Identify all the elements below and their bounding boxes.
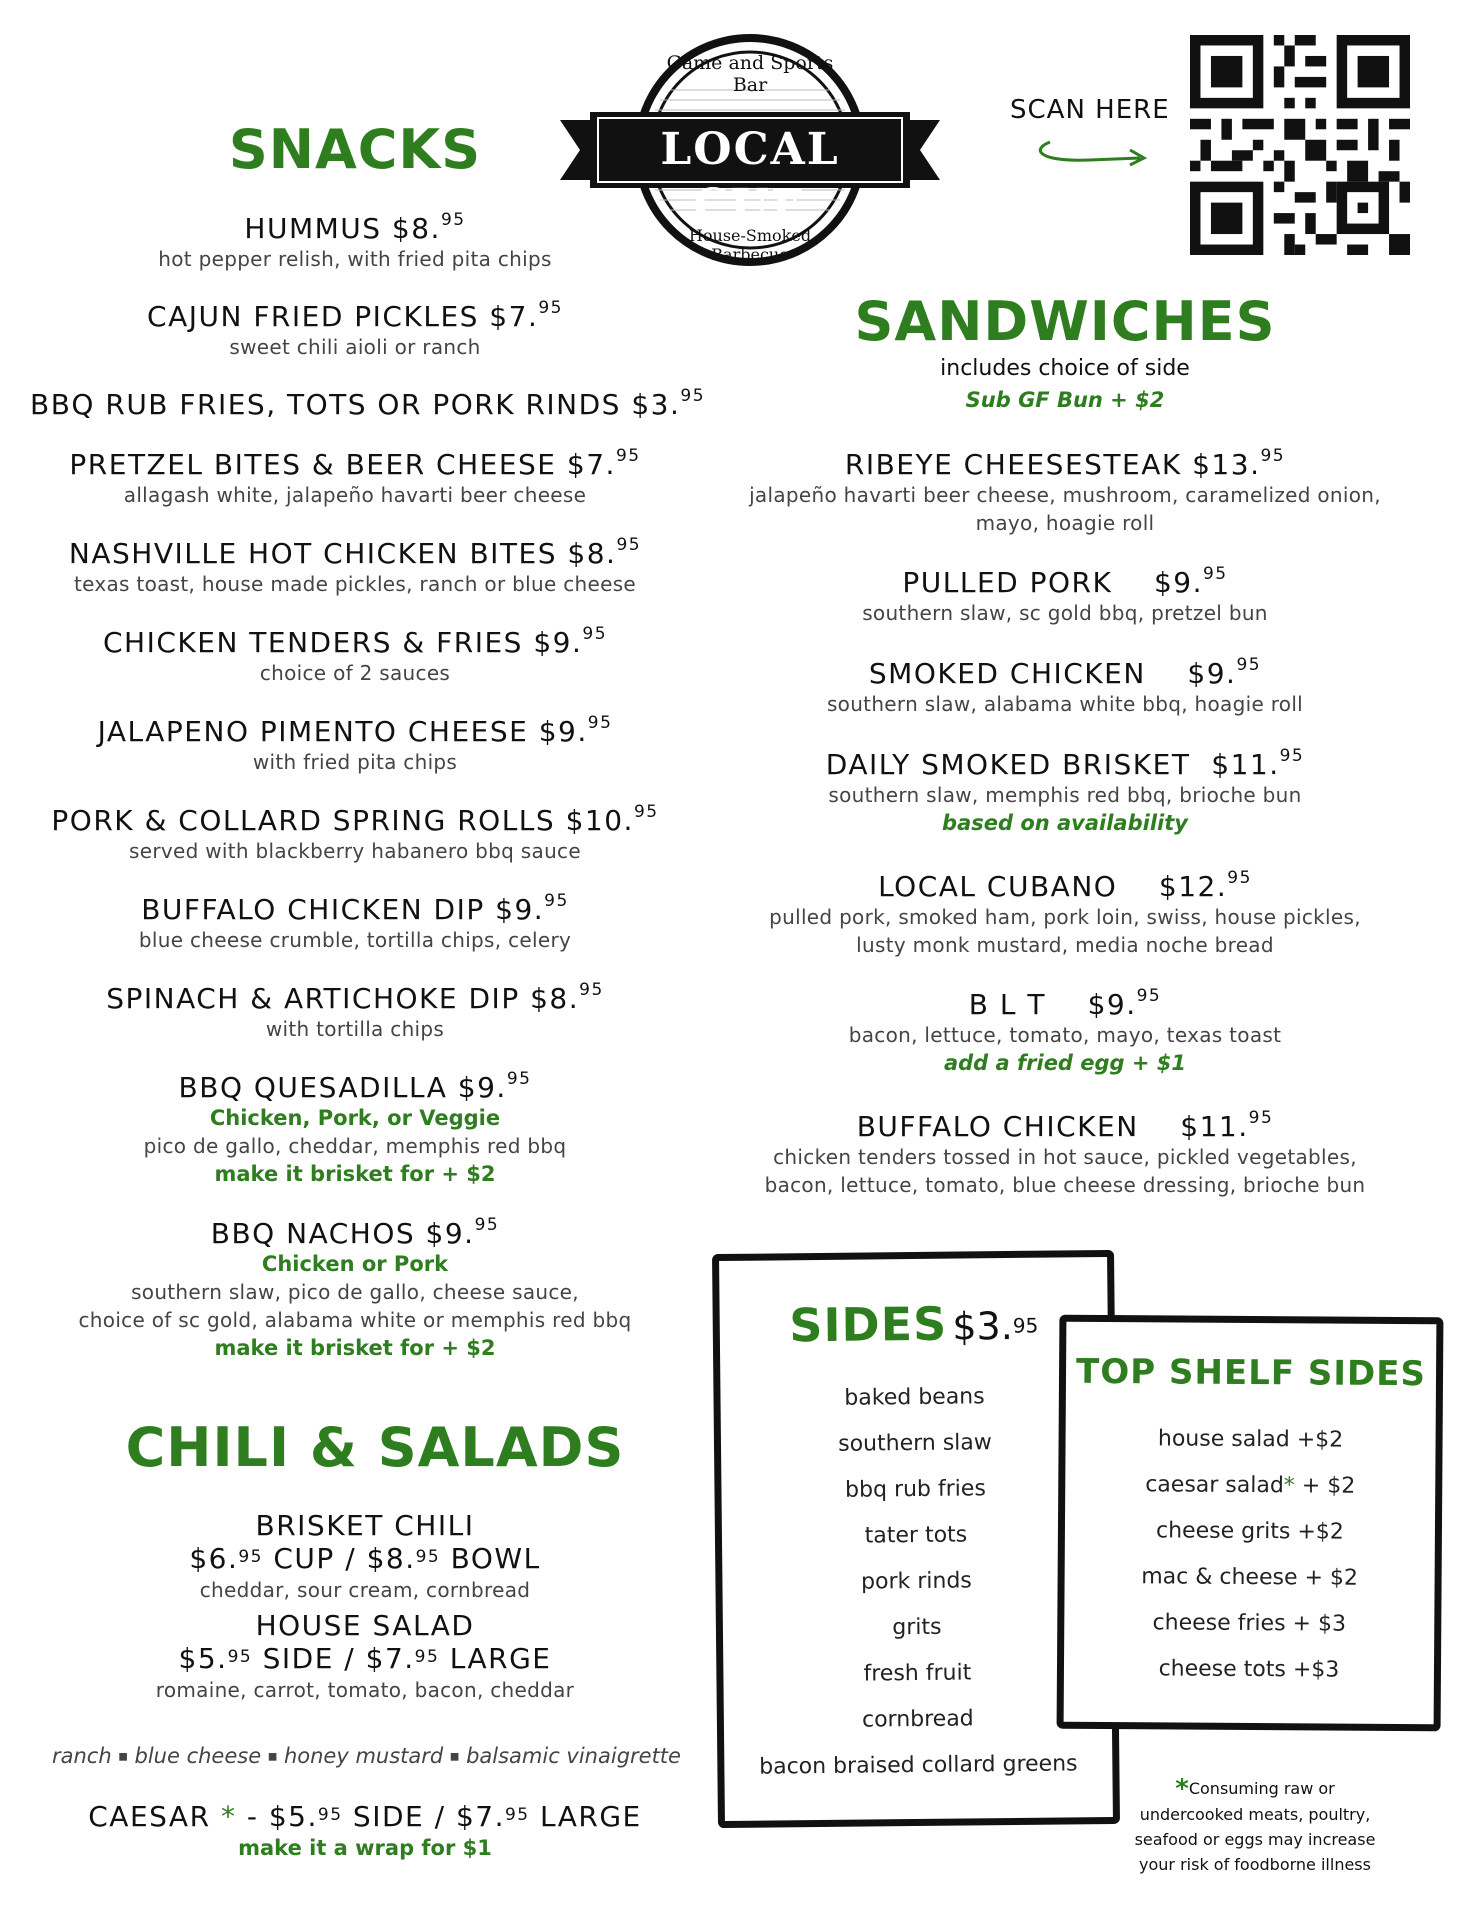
sandwich-cents: 95 [1248, 1108, 1274, 1128]
sandwich-name: LOCAL CUBANO $12. [878, 870, 1228, 903]
sandwich-cents: 95 [1136, 986, 1162, 1006]
snack-desc: blue cheese crumble, tortilla chips, celery [138, 928, 572, 952]
sandwich-note: based on availability [942, 811, 1188, 835]
sandwich-cents: 95 [1202, 564, 1228, 584]
snack-upgrade: make it brisket for + $2 [214, 1162, 496, 1186]
sandwich-item [720, 988, 1410, 1110]
sandwiches-title: SANDWICHES [854, 290, 1276, 353]
sandwich-cents: 95 [1260, 446, 1286, 466]
snack-name: HUMMUS $8. [244, 212, 441, 245]
snack-name: NASHVILLE HOT CHICKEN BITES $8. [68, 537, 617, 570]
chili-desc: cheddar, sour cream, cornbread [199, 1578, 531, 1602]
snacks-list [30, 210, 706, 1362]
top-shelf-item: house salad +$2 [1157, 1426, 1344, 1453]
side-item: grits [892, 1614, 942, 1641]
snack-desc: sweet chili aioli or ranch [229, 335, 481, 359]
logo-top-text: Game and Sports Bar [666, 52, 834, 96]
snack-cents: 95 [680, 386, 706, 406]
sandwich-name: BUFFALO CHICKEN $11. [856, 1110, 1249, 1143]
sandwich-note: add a fried egg + $1 [943, 1051, 1187, 1075]
snack-cents: 95 [616, 535, 642, 555]
snack-cents: 95 [544, 891, 569, 911]
snack-cents: 95 [506, 1069, 532, 1089]
side-item: bacon braised collard greens [759, 1751, 1078, 1780]
side-item: cornbread [861, 1706, 974, 1733]
snack-name: CAJUN FRIED PICKLES $7. [147, 300, 539, 333]
chili-salads-title: CHILI & SALADS [125, 1416, 625, 1479]
gf-bun-note: Sub GF Bun + $2 [965, 388, 1165, 412]
sandwich-desc: mayo, hoagie roll [975, 511, 1155, 535]
chili-name: BRISKET CHILI [255, 1509, 475, 1542]
chili-salads-list [40, 1510, 690, 1714]
snack-desc: hot pepper relish, with fried pita chips [158, 247, 552, 271]
snack-item [30, 300, 680, 388]
sandwich-item [720, 870, 1410, 988]
house-salad-name: HOUSE SALAD [255, 1609, 475, 1642]
top-shelf-title: TOP SHELF SIDES [1075, 1351, 1427, 1395]
top-shelf-item: cheese tots +$3 [1158, 1656, 1340, 1683]
sandwich-desc: lusty monk mustard, media noche bread [856, 933, 1274, 957]
snack-upgrade: make it brisket for + $2 [214, 1336, 496, 1360]
snack-name: JALAPENO PIMENTO CHEESE $9. [97, 715, 588, 748]
snack-item [30, 982, 680, 1071]
sandwich-desc: southern slaw, sc gold bbq, pretzel bun [862, 601, 1268, 625]
sides-price: $3. [952, 1303, 1014, 1349]
sandwich-desc: bacon, lettuce, tomato, blue cheese dressing, brioche bun [764, 1173, 1366, 1197]
sandwich-desc: chicken tenders tossed in hot sauce, pickled vegetables, [773, 1145, 1357, 1169]
sandwich-cents: 95 [1236, 655, 1262, 675]
snack-item [30, 448, 680, 537]
sandwich-name: B L T $9. [968, 988, 1137, 1021]
disclaimer: *Consuming raw or undercooked meats, poultry, seafood or eggs may increase your risk of foodborne illness [1134, 1774, 1376, 1874]
sides-list [720, 1373, 1112, 1791]
chili-item: BRISKET CHILI $6.95 CUP / $8.95 BOWL cheddar, sour cream, cornbread [40, 1510, 690, 1610]
dressing-list: ranch ■ blue cheese ■ honey mustard ■ balsamic vinaigrette [52, 1744, 681, 1768]
sandwich-desc: southern slaw, alabama white bbq, hoagie roll [826, 692, 1304, 716]
snack-item-nachos [30, 1217, 680, 1362]
sandwich-item [720, 657, 1410, 748]
top-shelf-box [1057, 1315, 1444, 1732]
disclaimer-star: * [1175, 1774, 1189, 1804]
snack-name: SPINACH & ARTICHOKE DIP $8. [106, 982, 580, 1015]
snack-desc: southern slaw, pico de gallo, cheese sauce, [131, 1280, 579, 1304]
caesar-item: CAESAR * - $5.95 SIDE / $7.95 LARGE make it a wrap for $1 [40, 1800, 690, 1862]
snack-option: Chicken or Pork [261, 1252, 449, 1276]
snack-cents: 95 [582, 624, 608, 644]
sides-header [719, 1295, 1108, 1353]
arrow-right-icon [1030, 130, 1160, 170]
house-salad-desc: romaine, carrot, tomato, bacon, cheddar [155, 1678, 575, 1702]
sides-title: SIDES [788, 1296, 948, 1353]
snacks-title: SNACKS [228, 118, 482, 181]
sandwich-name: RIBEYE CHEESESTEAK $13. [844, 448, 1261, 481]
sandwich-item [720, 448, 1410, 566]
side-item: pork rinds [860, 1568, 972, 1595]
side-item: baked beans [844, 1384, 985, 1411]
sandwich-name: PULLED PORK $9. [902, 566, 1203, 599]
sandwich-cents: 95 [1279, 746, 1305, 766]
side-item: southern slaw [838, 1430, 992, 1457]
sandwich-item [720, 566, 1410, 657]
logo-name: LOCAL CUE [660, 124, 840, 231]
snack-cents: 95 [587, 713, 613, 733]
sandwich-list [720, 448, 1410, 1199]
snack-cents: 95 [474, 1215, 500, 1235]
dressing-item: balsamic vinaigrette [466, 1744, 681, 1768]
sandwich-desc: bacon, lettuce, tomato, mayo, texas toast [848, 1023, 1282, 1047]
side-item: tater tots [864, 1522, 968, 1549]
snack-option: Chicken, Pork, or Veggie [209, 1106, 501, 1130]
logo-bottom-text: House-Smoked Barbecue [688, 226, 812, 264]
snack-item [30, 212, 680, 300]
snack-cents: 95 [633, 802, 659, 822]
snack-name: BBQ QUESADILLA $9. [178, 1071, 507, 1104]
snack-desc: with tortilla chips [265, 1017, 445, 1041]
snack-desc: allagash white, jalapeño havarti beer cheese [123, 483, 587, 507]
top-shelf-item: caesar salad* + $2 [1145, 1472, 1356, 1499]
snack-cents: 95 [579, 980, 604, 1000]
sandwiches-subtitle: includes choice of side [940, 356, 1190, 381]
top-shelf-item: cheese grits +$2 [1155, 1518, 1344, 1545]
side-item: fresh fruit [863, 1660, 972, 1687]
snack-desc: pico de gallo, cheddar, memphis red bbq [143, 1134, 567, 1158]
sandwich-desc: jalapeño havarti beer cheese, mushroom, caramelized onion, [749, 483, 1381, 507]
snack-cents: 95 [615, 446, 641, 466]
house-salad-item: HOUSE SALAD $5.95 SIDE / $7.95 LARGE romaine, carrot, tomato, bacon, cheddar [40, 1610, 690, 1714]
snack-desc: choice of sc gold, alabama white or memphis red bbq [78, 1308, 632, 1332]
snack-cents: 95 [538, 298, 563, 318]
sandwich-item [720, 1110, 1410, 1199]
sandwich-desc: southern slaw, memphis red bbq, brioche bun [828, 783, 1302, 807]
top-shelf-item: cheese fries + $3 [1152, 1610, 1347, 1637]
snack-name: BUFFALO CHICKEN DIP $9. [141, 893, 545, 926]
snack-item [30, 893, 680, 982]
qr-code[interactable] [1190, 35, 1410, 255]
sandwich-item [720, 748, 1410, 870]
top-shelf-list [1064, 1416, 1436, 1695]
snack-desc: choice of 2 sauces [259, 661, 451, 685]
snack-desc: with fried pita chips [252, 750, 458, 774]
dressing-item: ranch [52, 1744, 112, 1768]
snack-item [30, 626, 680, 715]
scan-label: SCAN HERE [1010, 95, 1170, 125]
snack-item [30, 537, 680, 626]
snack-name: BBQ NACHOS $9. [210, 1217, 475, 1250]
snack-cents: 95 [440, 210, 466, 230]
snack-desc: texas toast, house made pickles, ranch or blue cheese [73, 572, 637, 596]
snack-desc: served with blackberry habanero bbq sauce [129, 839, 581, 863]
snack-name: PORK & COLLARD SPRING ROLLS $10. [51, 804, 634, 837]
dressing-item: blue cheese [134, 1744, 262, 1768]
snack-item-quesadilla [30, 1071, 680, 1217]
sandwich-desc: pulled pork, smoked ham, pork loin, swiss, house pickles, [769, 905, 1361, 929]
top-shelf-item: mac & cheese + $2 [1141, 1564, 1359, 1591]
snack-name: BBQ RUB FRIES, TOTS OR PORK RINDS $3. [30, 388, 681, 421]
caesar-star: * [220, 1800, 237, 1833]
dressing-item: honey mustard [283, 1744, 444, 1768]
snack-item [30, 804, 680, 893]
sides-cents: 95 [1012, 1313, 1039, 1338]
sandwich-cents: 95 [1227, 868, 1252, 888]
snack-item [30, 386, 706, 448]
sandwich-name: SMOKED CHICKEN $9. [868, 657, 1237, 690]
caesar-upgrade: make it a wrap for $1 [238, 1836, 492, 1860]
snack-name: PRETZEL BITES & BEER CHEESE $7. [69, 448, 616, 481]
sandwich-name: DAILY SMOKED BRISKET $11. [825, 748, 1280, 781]
side-item: bbq rub fries [844, 1476, 986, 1503]
snack-name: CHICKEN TENDERS & FRIES $9. [102, 626, 583, 659]
snack-item [30, 715, 680, 804]
